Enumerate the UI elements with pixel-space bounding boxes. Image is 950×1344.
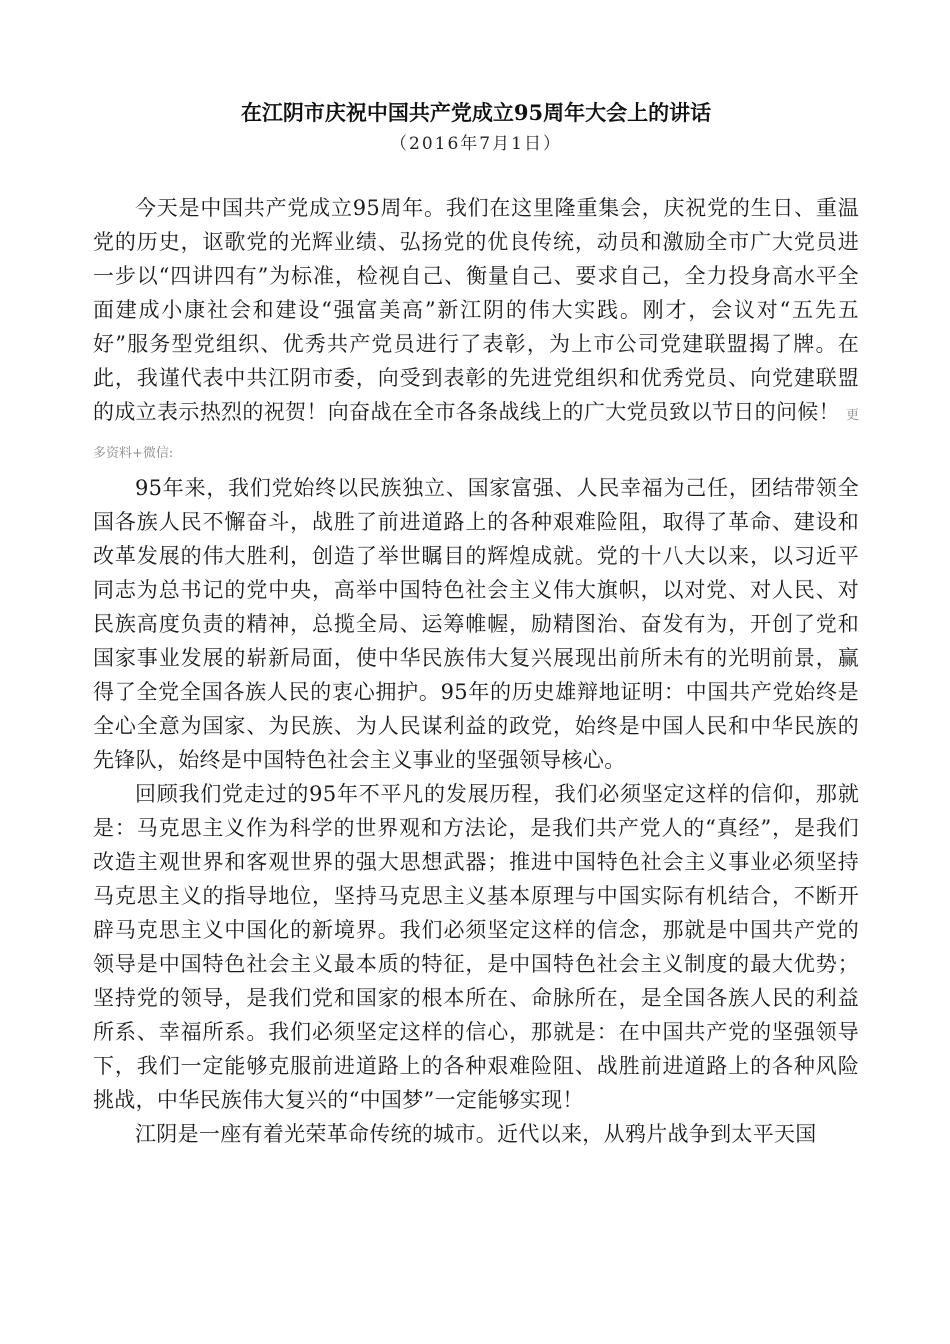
paragraph-4	[93, 1117, 859, 1151]
paragraph-text: 回顾我们党走过的95年不平凡的发展历程，我们必须坚定这样的信仰，那就是：马克思主义作为科学的世界观和方法论，是我们共产党人的“真经”，是我们改造主观世界和客观世界的强大思想武器；推进中国特色社会主义事业必须坚持马克思主义的指导地位，坚持马克思主义基本原理与中国实际有机结合，不断开辟马克思主义中国化的新境界。我们必须坚定这样的信念，那就是中国共产党的领导是中国特色社会主义最本质的特征，是中国特色社会主义制度的最大优势；坚持党的领导，是我们党和国家的根本所在、命脉所在，是全国各族人民的利益所系、幸福所系。我们必须坚定这样的信心，那就是：在中国共产党的坚强领导下，我们一定能够克服前进道路上的各种艰难险阻、战胜前进道路上的各种风险挑战，中华民族伟大复兴的“中国梦”一定能够实现！	[93, 782, 859, 1112]
paragraph-text: 江阴是一座有着光荣革命传统的城市。近代以来，从鸦片战争到太平天国	[135, 1122, 817, 1146]
document-page	[93, 98, 859, 1151]
watermark-note: 更多资料+微信:	[93, 408, 859, 461]
paragraph-text: 95年来，我们党始终以民族独立、国家富强、人民幸福为己任，团结带领全国各族人民不懈奋斗，战胜了前进道路上的各种艰难险阻，取得了革命、建设和改革发展的伟大胜利，创造了举世瞩目的辉煌成就。党的十八大以来，以习近平同志为总书记的党中央，高举中国特色社会主义伟大旗帜，以对党、对人民、对民族高度负责的精神，总揽全局、运筹帷幄，励精图治、奋发有为，开创了党和国家事业发展的崭新局面，使中华民族伟大复兴展现出前所未有的光明前景，赢得了全党全国各族人民的衷心拥护。95年的历史雄辩地证明：中国共产党始终是全心全意为国家、为民族、为人民谋利益的政党，始终是中国人民和中华民族的先锋队，始终是中国特色社会主义事业的坚强领导核心。	[93, 476, 859, 772]
document-date: （2016年7月1日）	[390, 134, 562, 154]
paragraph-text: 今天是中国共产党成立95周年。我们在这里隆重集会，庆祝党的生日、重温党的历史，讴歌党的光辉业绩、弘扬党的优良传统，动员和激励全市广大党员进一步以“四讲四有”为标准，检视自己、衡量自己、要求自己，全力投身高水平全面建成小康社会和建设“强富美高”新江阴的伟大实践。刚才，会议对“五先五好”服务型党组织、优秀共产党员进行了表彰，为上市公司党建联盟揭了牌。在此，我谨代表中共江阴市委，向受到表彰的先进党组织和优秀党员、向党建联盟的成立表示热烈的祝贺！向奋战在全市各条战线上的广大党员致以节日的问候！	[93, 196, 859, 424]
paragraph-3	[93, 777, 859, 1117]
paragraph-1	[93, 191, 859, 471]
document-body	[93, 191, 859, 1151]
paragraph-2	[93, 471, 859, 777]
document-title: 在江阴市庆祝中国共产党成立95周年大会上的讲话	[240, 100, 712, 125]
